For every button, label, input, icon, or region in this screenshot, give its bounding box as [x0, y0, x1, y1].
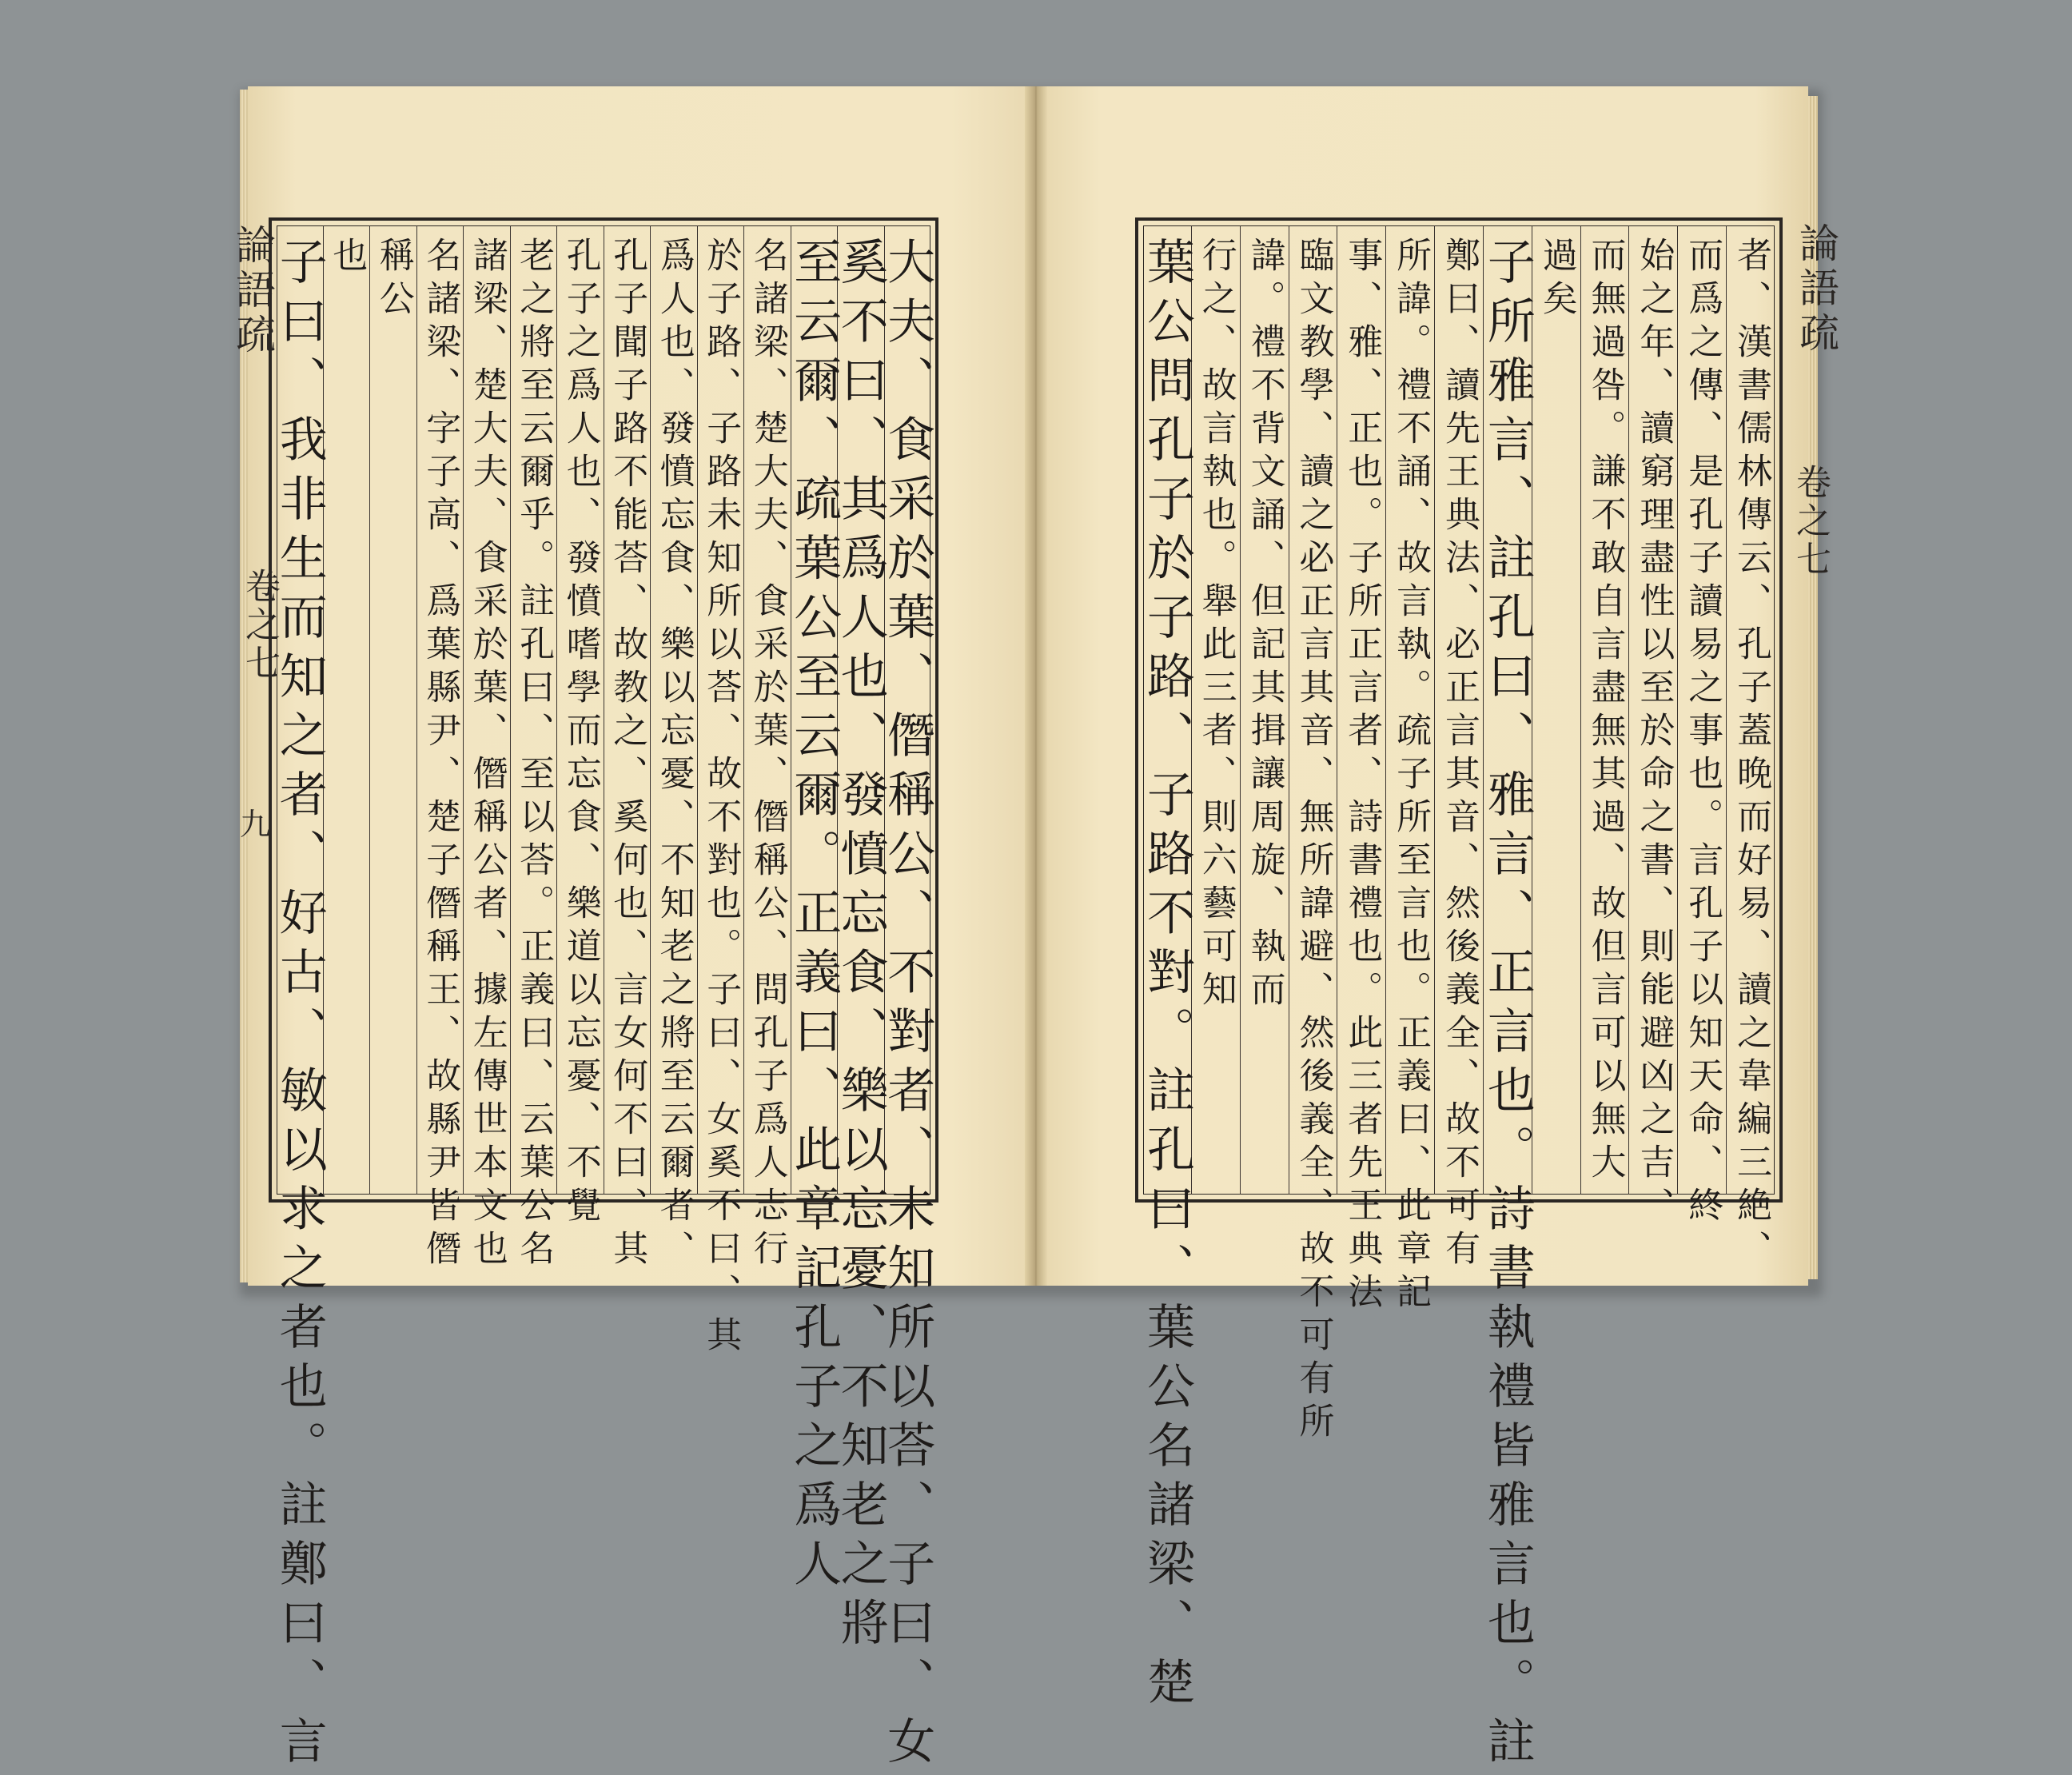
- left-margin-title: 論語疏: [229, 224, 276, 358]
- right-page-column: [1677, 225, 1726, 1230]
- left-page-column: [697, 225, 744, 1359]
- right-page-column: [1434, 225, 1483, 1273]
- column-text: 奚不曰、其爲人也、發憤忘食、樂以忘憂、不知老之將: [832, 237, 889, 1657]
- column-text: 諸梁、楚大夫、食采於葉、僭稱公者、據左傳世本文也: [466, 237, 508, 1273]
- column-text: 名諸梁、楚大夫、食采於葉、僭稱公、問孔子爲人志行: [747, 237, 788, 1273]
- left-page-column: [556, 225, 604, 1230]
- left-page-column: [832, 225, 889, 1657]
- left-folio-number: 九: [240, 807, 271, 842]
- left-page-column: [650, 225, 697, 1273]
- right-margin-title: 論語疏: [1793, 222, 1839, 357]
- column-text: 孔子之爲人也、發憤嗜學而忘食、樂道以忘憂、不覺: [560, 237, 601, 1230]
- column-text: 爲人也、發憤忘食、樂以忘憂、不知老之將至云爾者、: [653, 237, 695, 1273]
- right-page-column: [1580, 225, 1629, 1195]
- left-margin-juan: 卷之七: [239, 568, 280, 683]
- right-page-column: [1532, 225, 1580, 1195]
- right-page-column: [1191, 225, 1240, 1195]
- left-text-frame: [269, 217, 938, 1775]
- column-text: 稱公: [373, 237, 414, 323]
- column-text: 而無過咎。謙不敢自言盡無其過、故但言可以無大: [1584, 237, 1626, 1187]
- column-text: 臨文教學、讀之必正言其音、無所諱避、然後義全、故不可有所: [1293, 237, 1334, 1446]
- column-text: 而爲之傳、是孔子讀易之事也。言孔子以知天命、終: [1682, 237, 1723, 1230]
- column-text: 名諸梁、字子高、爲葉縣尹、楚子僭稱王、故縣尹皆僭: [420, 237, 461, 1273]
- right-page-column: [1337, 225, 1385, 1316]
- left-columns: [271, 225, 936, 1775]
- column-text: 鄭曰、讀先王典法、必正言其音、然後義全、故不可有: [1439, 237, 1480, 1273]
- right-page-column: [1628, 225, 1677, 1230]
- right-page-column: [1138, 225, 1195, 1716]
- column-text: 始之年、讀窮理盡性以至於命之書、則能避凶之吉、: [1633, 237, 1675, 1230]
- column-text: 至云爾、疏葉公至云爾。正義曰、此章記孔子之爲人: [786, 237, 843, 1598]
- right-margin-juan: 卷之七: [1790, 464, 1831, 579]
- column-text: 子所雅言、註孔曰、雅言、正言也。詩書執禮皆雅言也。註: [1479, 237, 1536, 1775]
- column-text: 事、雅、正也。子所正言者、詩書禮也。此三者先王典法: [1341, 237, 1383, 1316]
- left-page-column: [786, 225, 843, 1598]
- right-page-column: [1479, 225, 1536, 1775]
- right-text-frame: [1135, 217, 1783, 1775]
- column-text: 也: [326, 237, 368, 280]
- left-page-column: [369, 225, 416, 1195]
- right-columns: [1138, 225, 1775, 1775]
- column-text: 者、漢書儒林傳云、孔子蓋晚而好易、讀之韋編三絶、: [1731, 237, 1772, 1273]
- left-page-column: [510, 225, 557, 1273]
- column-text: 葉公問孔子於子路、子路不對。註孔曰、葉公名諸梁、楚: [1138, 237, 1195, 1716]
- left-page-column: [463, 225, 510, 1273]
- column-text: 行之、故言執也。舉此三者、則六藝可知: [1195, 237, 1237, 1014]
- right-page-column: [1240, 225, 1289, 1195]
- left-page-column: [323, 225, 370, 1195]
- left-page-column: [604, 225, 651, 1273]
- column-text: 大夫、食采於葉、僭稱公、不對者、未知所以荅、子曰、女: [879, 237, 936, 1775]
- left-page-column: [416, 225, 464, 1273]
- column-text: 過矣: [1536, 237, 1577, 323]
- right-page-column: [1289, 225, 1337, 1446]
- column-text: 諱。禮不背文誦、但記其揖讓周旋、執而: [1244, 237, 1285, 1014]
- right-page-column: [1726, 225, 1775, 1273]
- left-page-column: [271, 225, 328, 1775]
- column-text: 子曰、我非生而知之者、好古、敏以求之者也。註鄭曰、言: [271, 237, 328, 1775]
- column-text: 老之將至云爾乎。註孔曰、至以荅。正義曰、云葉公名: [513, 237, 555, 1273]
- column-text: 孔子聞子路不能荅、故教之、奚何也、言女何不曰、其: [607, 237, 648, 1273]
- book-gutter: [1025, 86, 1047, 1286]
- column-text: 所諱。禮不誦、故言執。疏子所至言也。正義曰、此章記: [1390, 237, 1432, 1316]
- left-page-column: [879, 225, 936, 1775]
- column-text: 於子路、子路未知所以荅、故不對也。子曰、女奚不曰、其: [700, 237, 742, 1359]
- right-page-column: [1385, 225, 1434, 1316]
- left-page-column: [743, 225, 791, 1273]
